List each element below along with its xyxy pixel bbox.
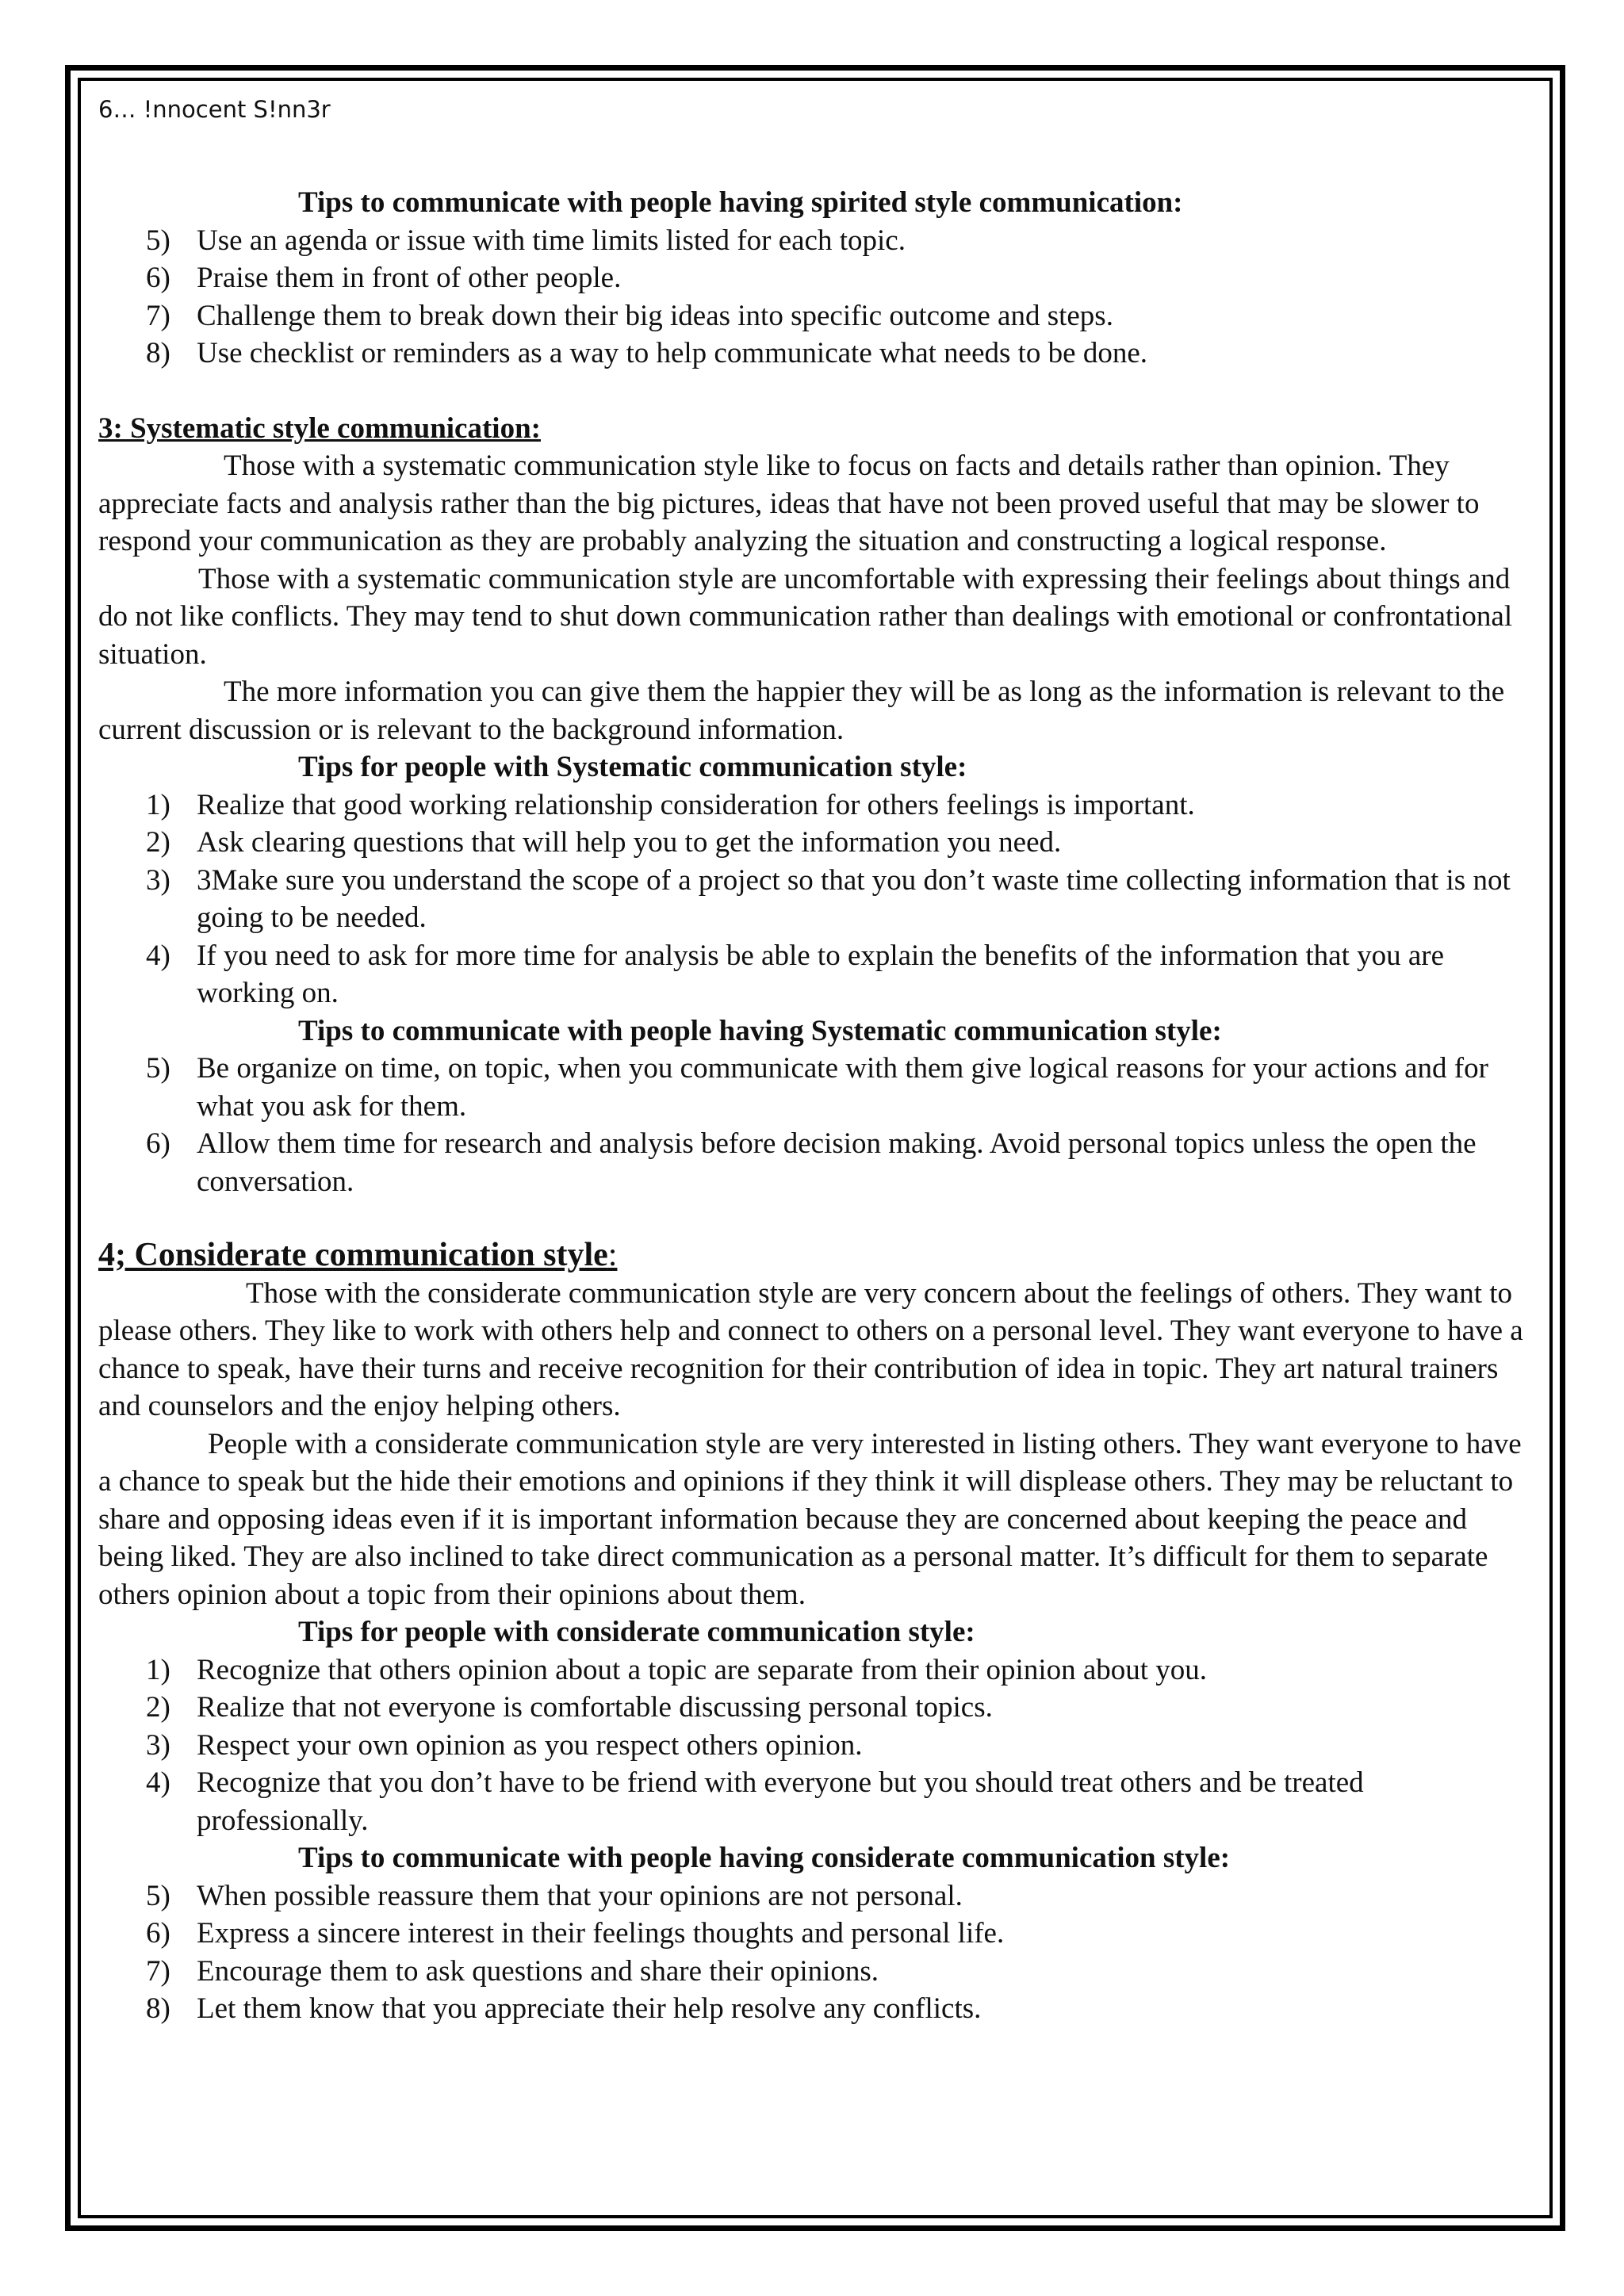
list-item: [98, 1990, 1535, 2028]
list-text: Praise them in front of other people.: [197, 262, 622, 294]
list-item: [98, 259, 1535, 297]
list-text: 3Make sure you understand the scope of a project so that you don’t waste time collecting information that is not going to be needed.: [197, 863, 1511, 934]
systematic-paragraph: Those with a systematic communication style like to focus on facts and details rather than opinion. They appreciate facts and analysis rather than the big pictures, ideas that have not been proved useful that may be slower to respond your communication as they are probably analyzing the situation and constructing a logical response.: [98, 450, 1480, 557]
list-number: 8): [146, 1992, 170, 2025]
list-number: 1): [146, 788, 170, 821]
list-number: 1): [146, 1653, 170, 1686]
list-text: Recognize that others opinion about a topic are separate from their opinion about you.: [197, 1653, 1208, 1686]
considerate-section-title: [98, 1237, 1535, 1275]
list-item: [98, 786, 1535, 825]
list-item: [98, 824, 1535, 862]
considerate-tips-list: [98, 1651, 1535, 1840]
considerate-title-colon: :: [607, 1237, 618, 1273]
list-number: 6): [146, 1917, 170, 1950]
systematic-section-title: 3: Systematic style communication:: [98, 411, 541, 445]
list-text: When possible reassure them that your opinions are not personal.: [197, 1879, 963, 1912]
list-number: 3): [146, 863, 170, 897]
list-number: 4): [146, 1766, 170, 1799]
list-item: [98, 1915, 1535, 1953]
list-text: Challenge them to break down their big ideas into specific outcome and steps.: [197, 299, 1113, 332]
systematic-paragraph: Those with a systematic communication style are uncomfortable with expressing their feelings about things and do not like conflicts. They may tend to shut down communication rather than dealings with emotional or confrontational situation.: [98, 562, 1513, 671]
list-text: Use an agenda or issue with time limits listed for each topic.: [197, 224, 906, 257]
list-item: [98, 1125, 1535, 1200]
systematic-tips-heading: Tips for people with Systematic communication style:: [298, 751, 967, 783]
list-text: Ask clearing questions that will help you to get the information you need.: [197, 826, 1062, 859]
list-text: Let them know that you appreciate their help resolve any conflicts.: [197, 1992, 982, 2025]
spirited-tips-heading: Tips to communicate with people having spirited style communication:: [298, 186, 1183, 219]
list-number: 6): [146, 262, 170, 294]
list-item: [98, 862, 1535, 937]
list-item: [98, 335, 1535, 373]
list-text: If you need to ask for more time for analysis be able to explain the benefits of the information that you are working on.: [197, 939, 1445, 1009]
list-number: 4): [146, 939, 170, 972]
list-number: 2): [146, 1691, 170, 1724]
considerate-paragraph: Those with the considerate communication style are very concern about the feelings of others. They want to please others. They like to work with others help and connect to others on a personal level. They want everyone to have a chance to speak, have their turns and receive recognition for their contribution of idea in topic. They art natural trainers and counselors and the enjoy helping others.: [98, 1276, 1523, 1422]
list-item: [98, 1727, 1535, 1765]
considerate-paragraph: People with a considerate communication style are very interested in listing others. They want everyone to have a chance to speak but the hide their emotions and opinions if they think it will displease others. They may be reluctant to share and opposing ideas even if it is important information because they are concerned about keeping the peace and being liked. They are also inclined to take direct communication as a personal matter. It’s difficult for them to separate others opinion about a topic from their opinions about them.: [98, 1427, 1522, 1611]
page-header: 6… !nnocent S!nn3r: [98, 96, 331, 123]
list-number: 5): [146, 1879, 170, 1912]
list-text: Allow them time for research and analysis before decision making. Avoid personal topics unless the open the conversation.: [197, 1127, 1477, 1198]
systematic-paragraph: The more information you can give them the happier they will be as long as the information is relevant to the current discussion or is relevant to the background information.: [98, 675, 1505, 746]
list-item: [98, 1689, 1535, 1727]
list-number: 5): [146, 224, 170, 257]
list-item: [98, 937, 1535, 1012]
list-text: Be organize on time, on topic, when you communicate with them give logical reasons for your actions and for what you ask for them.: [197, 1052, 1488, 1123]
list-text: Realize that good working relationship consideration for others feelings is important.: [197, 788, 1195, 821]
list-number: 7): [146, 299, 170, 332]
list-text: Express a sincere interest in their feelings thoughts and personal life.: [197, 1917, 1005, 1950]
list-item: [98, 1651, 1535, 1689]
list-item: [98, 1877, 1535, 1915]
considerate-comm-list: [98, 1877, 1535, 2028]
spirited-tips-list: [98, 222, 1535, 373]
list-text: Recognize that you don’t have to be friend with everyone but you should treat others and be treated professionally.: [197, 1766, 1364, 1837]
list-text: Encourage them to ask questions and share their opinions.: [197, 1954, 879, 1988]
list-item: [98, 222, 1535, 260]
considerate-comm-heading: Tips to communicate with people having considerate communication style:: [298, 1842, 1231, 1874]
list-number: 3): [146, 1728, 170, 1762]
list-number: 5): [146, 1052, 170, 1085]
list-item: [98, 297, 1535, 335]
systematic-comm-heading: Tips to communicate with people having Systematic communication style:: [298, 1014, 1222, 1047]
list-item: [98, 1953, 1535, 1991]
list-text: Use checklist or reminders as a way to help communicate what needs to be done.: [197, 337, 1148, 369]
considerate-title-text: 4; Considerate communication style: [98, 1237, 608, 1273]
systematic-tips-list: [98, 786, 1535, 1012]
list-number: 2): [146, 826, 170, 859]
list-text: Realize that not everyone is comfortable discussing personal topics.: [197, 1691, 993, 1724]
list-number: 8): [146, 337, 170, 369]
list-number: 6): [146, 1127, 170, 1160]
list-item: [98, 1050, 1535, 1125]
systematic-comm-list: [98, 1050, 1535, 1200]
considerate-tips-heading: Tips for people with considerate communication style:: [298, 1616, 975, 1648]
document-page: [98, 94, 1535, 2028]
list-item: [98, 1764, 1535, 1839]
list-number: 7): [146, 1954, 170, 1988]
list-text: Respect your own opinion as you respect others opinion.: [197, 1728, 863, 1762]
